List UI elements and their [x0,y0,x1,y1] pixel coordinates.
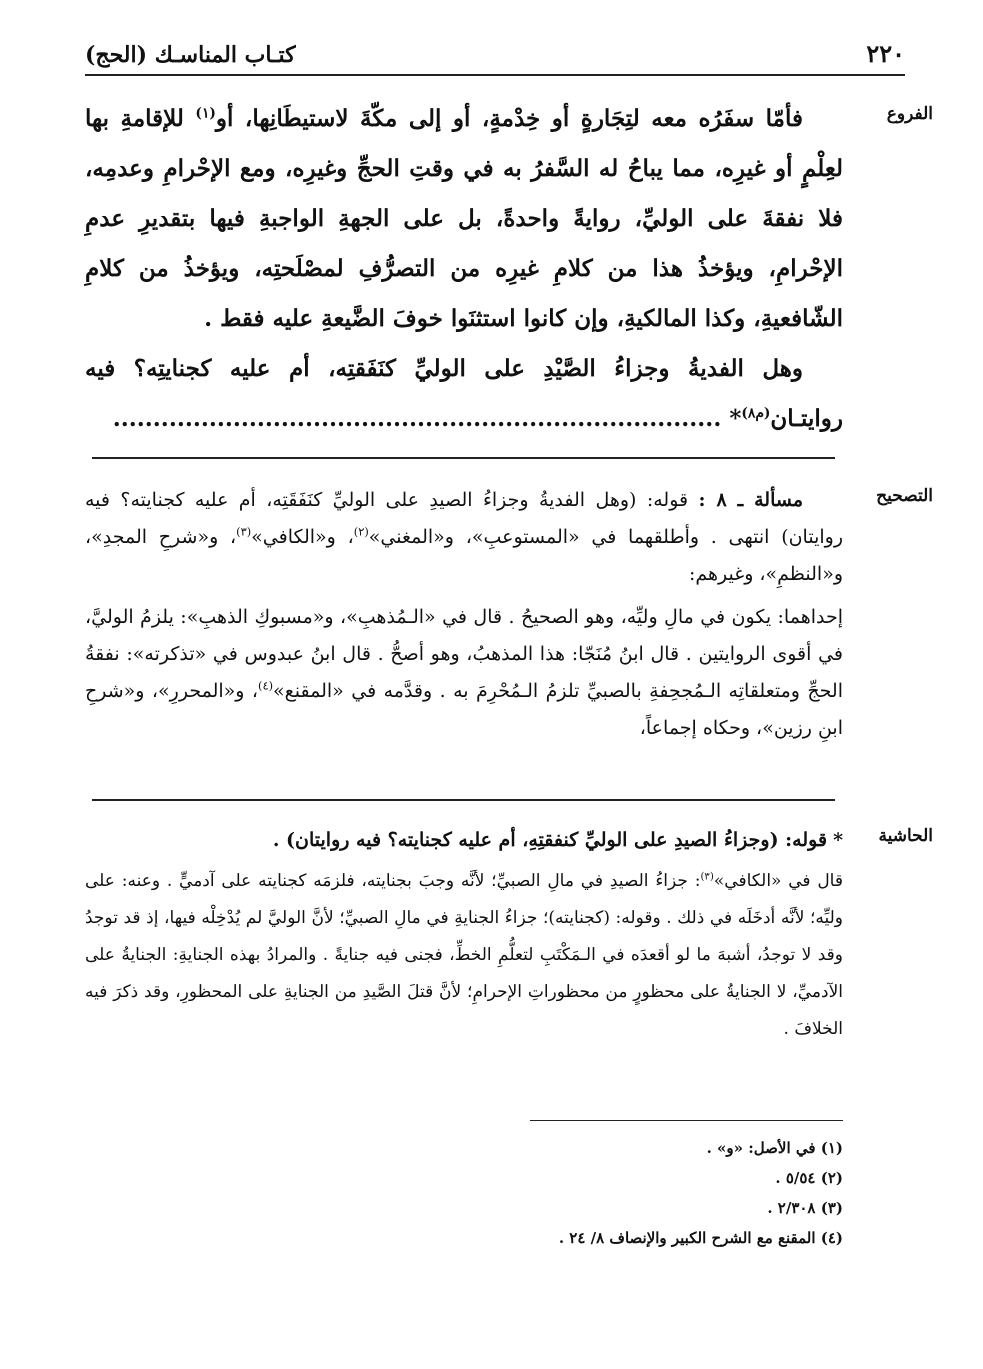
tashih-p2-text-b: ، و«المحررِ»، و«شرحِ ابنِ رزين»، وحكاه إجماعاً، [85,680,843,739]
furu-paragraph-2 [85,344,843,444]
hashiya-p1-text-a: قال في «الكافي» [713,871,843,891]
header-rule [85,74,905,76]
mas-ala-marker: (م٨) [741,405,771,422]
hashiya-paragraph-1 [85,863,843,1048]
page-number: ٢٢٠ [866,39,905,68]
hashiya-lead [85,822,843,859]
book-title: كتـاب المناسـك (الحج) [85,42,296,68]
dotted-leader: ............................................................................ [112,405,722,432]
hashiya-star: * [833,829,843,851]
hashiya-p1-text-b: : جزاءُ الصيدِ في مالِ الصبيِّ؛ لأنَّه وجبَ بجنايته، فلزمَه كجنايته على آدميٍّ . وعنه: على وليِّه؛ لأنَّه أدخَلَه في ذلك . وقوله: (كجنايته)؛ جزاءُ الجنايةِ في مالِ الصبيِّ؛ لأنَّ الوليَّ لم يُدْخِلْه فيها، إذ قد توجدُ وقد لا توجدُ، أشبهَ ما لو أقعدَه في الـمَكْتَبِ لتعلُّمِ الخطِّ، فجنى فيه جنايةً . والمرادُ بهذه الجنايةِ: الجنايةُ على الآدميِّ، لا الجنايةُ على محظورٍ من محظوراتِ الإحرامِ؛ لأنَّ قتلَ الصَّيدِ من الجنايةِ على المحظورِ، وقد ذكرَ فيه الخلافَ . [85,871,843,1039]
tashih-p1-text-a: قوله: (وهل الفديةُ وجزاءُ الصيدِ على الوليِّ كنَفَقَتِه، أم عليه كجنايته؟ فيه روايتان) انتهى . وأطلقهما في «المستوعبِ»، و«المغني» [85,489,843,548]
hashiya-star-marker: * [729,405,742,432]
tashih-paragraph-1 [85,482,843,593]
section-divider-2 [92,799,835,801]
footnote-ref-2: (٢) [353,524,369,539]
page-header [85,28,905,68]
furu-p2-text: وهل الفديةُ وجزاءُ الصَّيْدِ على الوليِّ كنَفَقتِه، أم عليه كجنايتِه؟ فيه روايتـان [85,355,843,432]
section-label-furu: الفروع [886,104,933,124]
tashih-text [85,482,843,747]
footnote-ref-3: (٣) [236,524,252,539]
footnote-3: (٣) ٢/٣٠٨ . [767,1199,843,1217]
furu-text [85,94,843,444]
furu-p1-text-a: فأمّا سفَرُه معه لتِجَارةٍ أو خِدْمةٍ، أو إلى مكّةَ لاستيطَانِها، أو [215,105,803,132]
section-divider-1 [92,457,835,459]
tashih-p2-text-a: إحداهما: يكون في مالِ وليِّه، وهو الصحيحُ . قال في «الـمُذهبِ»، و«مسبوكِ الذهبِ»: يلزمُ الوليَّ، في أقوى الروايتين . قال ابنُ مُنَجّا: هذا المذهبُ، وهو أصحُّ . قال ابنُ عبدوس في «تذكرته»: نفقةُ الحجِّ ومتعلقاتِه الـمُجحِفةِ بالصبيِّ تلزمُ الـمُحْرِمَ به . وقدَّمه في «المقنع» [85,606,844,702]
section-label-tashih: التصحيح [876,486,933,506]
furu-p1-text-b: للإقامةِ بها لعِلْمٍ أو غيرِه، مما يباحُ له السَّفرُ به في وقتِ الحجِّ وغيرِه، ومع الإحْرامِ وعدمِه، فلا نفقةَ على الوليِّ، روايةً واحدةً، بل على الجهةِ الواجبةِ فيها بتقديرِ عدمِ الإحْرامِ، ويؤخذُ هذا من كلامِ غيرِه من التصرُّفِ لمصْلَحتِه، ويؤخذُ من كلامِ الشّافعيةِ، وكذا المالكيةِ، وإن كانوا استثنَوا خوفَ الضَّيعةِ عليه فقط . [85,105,843,332]
footnotes [85,1133,843,1253]
footnote-ref-3-hashiya: (٣) [700,871,714,883]
hashiya-lead-text: قوله: (وجزاءُ الصيدِ على الوليِّ كنفقتِهِ، أم عليه كجنايته؟ فيه روايتان) . [272,829,828,851]
hashiya-text [85,822,843,1048]
tashih-p1-text-b: ، و«الكافي» [251,526,354,548]
footnote-ref-4: (٤) [258,678,274,693]
footnote-1: (١) في الأصل: «و» . [706,1139,843,1157]
footnote-separator [530,1120,843,1121]
mas-ala-heading: مسألة ـ ٨ : [698,489,804,511]
furu-paragraph-1 [85,94,843,344]
footnote-ref-1: (١) [195,105,216,122]
footnote-4: (٤) المقنع مع الشرح الكبير والإنصاف ٨/ ٢٤ . [558,1229,843,1247]
footnote-2: (٢) ٥/٥٤ . [775,1169,843,1187]
section-label-hashiya: الحاشية [878,826,933,846]
tashih-paragraph-2 [85,599,843,747]
tashih-p1-text-c: ، و«شرحِ المجدِ»، و«النظمِ»، وغيرهم: [85,526,843,585]
